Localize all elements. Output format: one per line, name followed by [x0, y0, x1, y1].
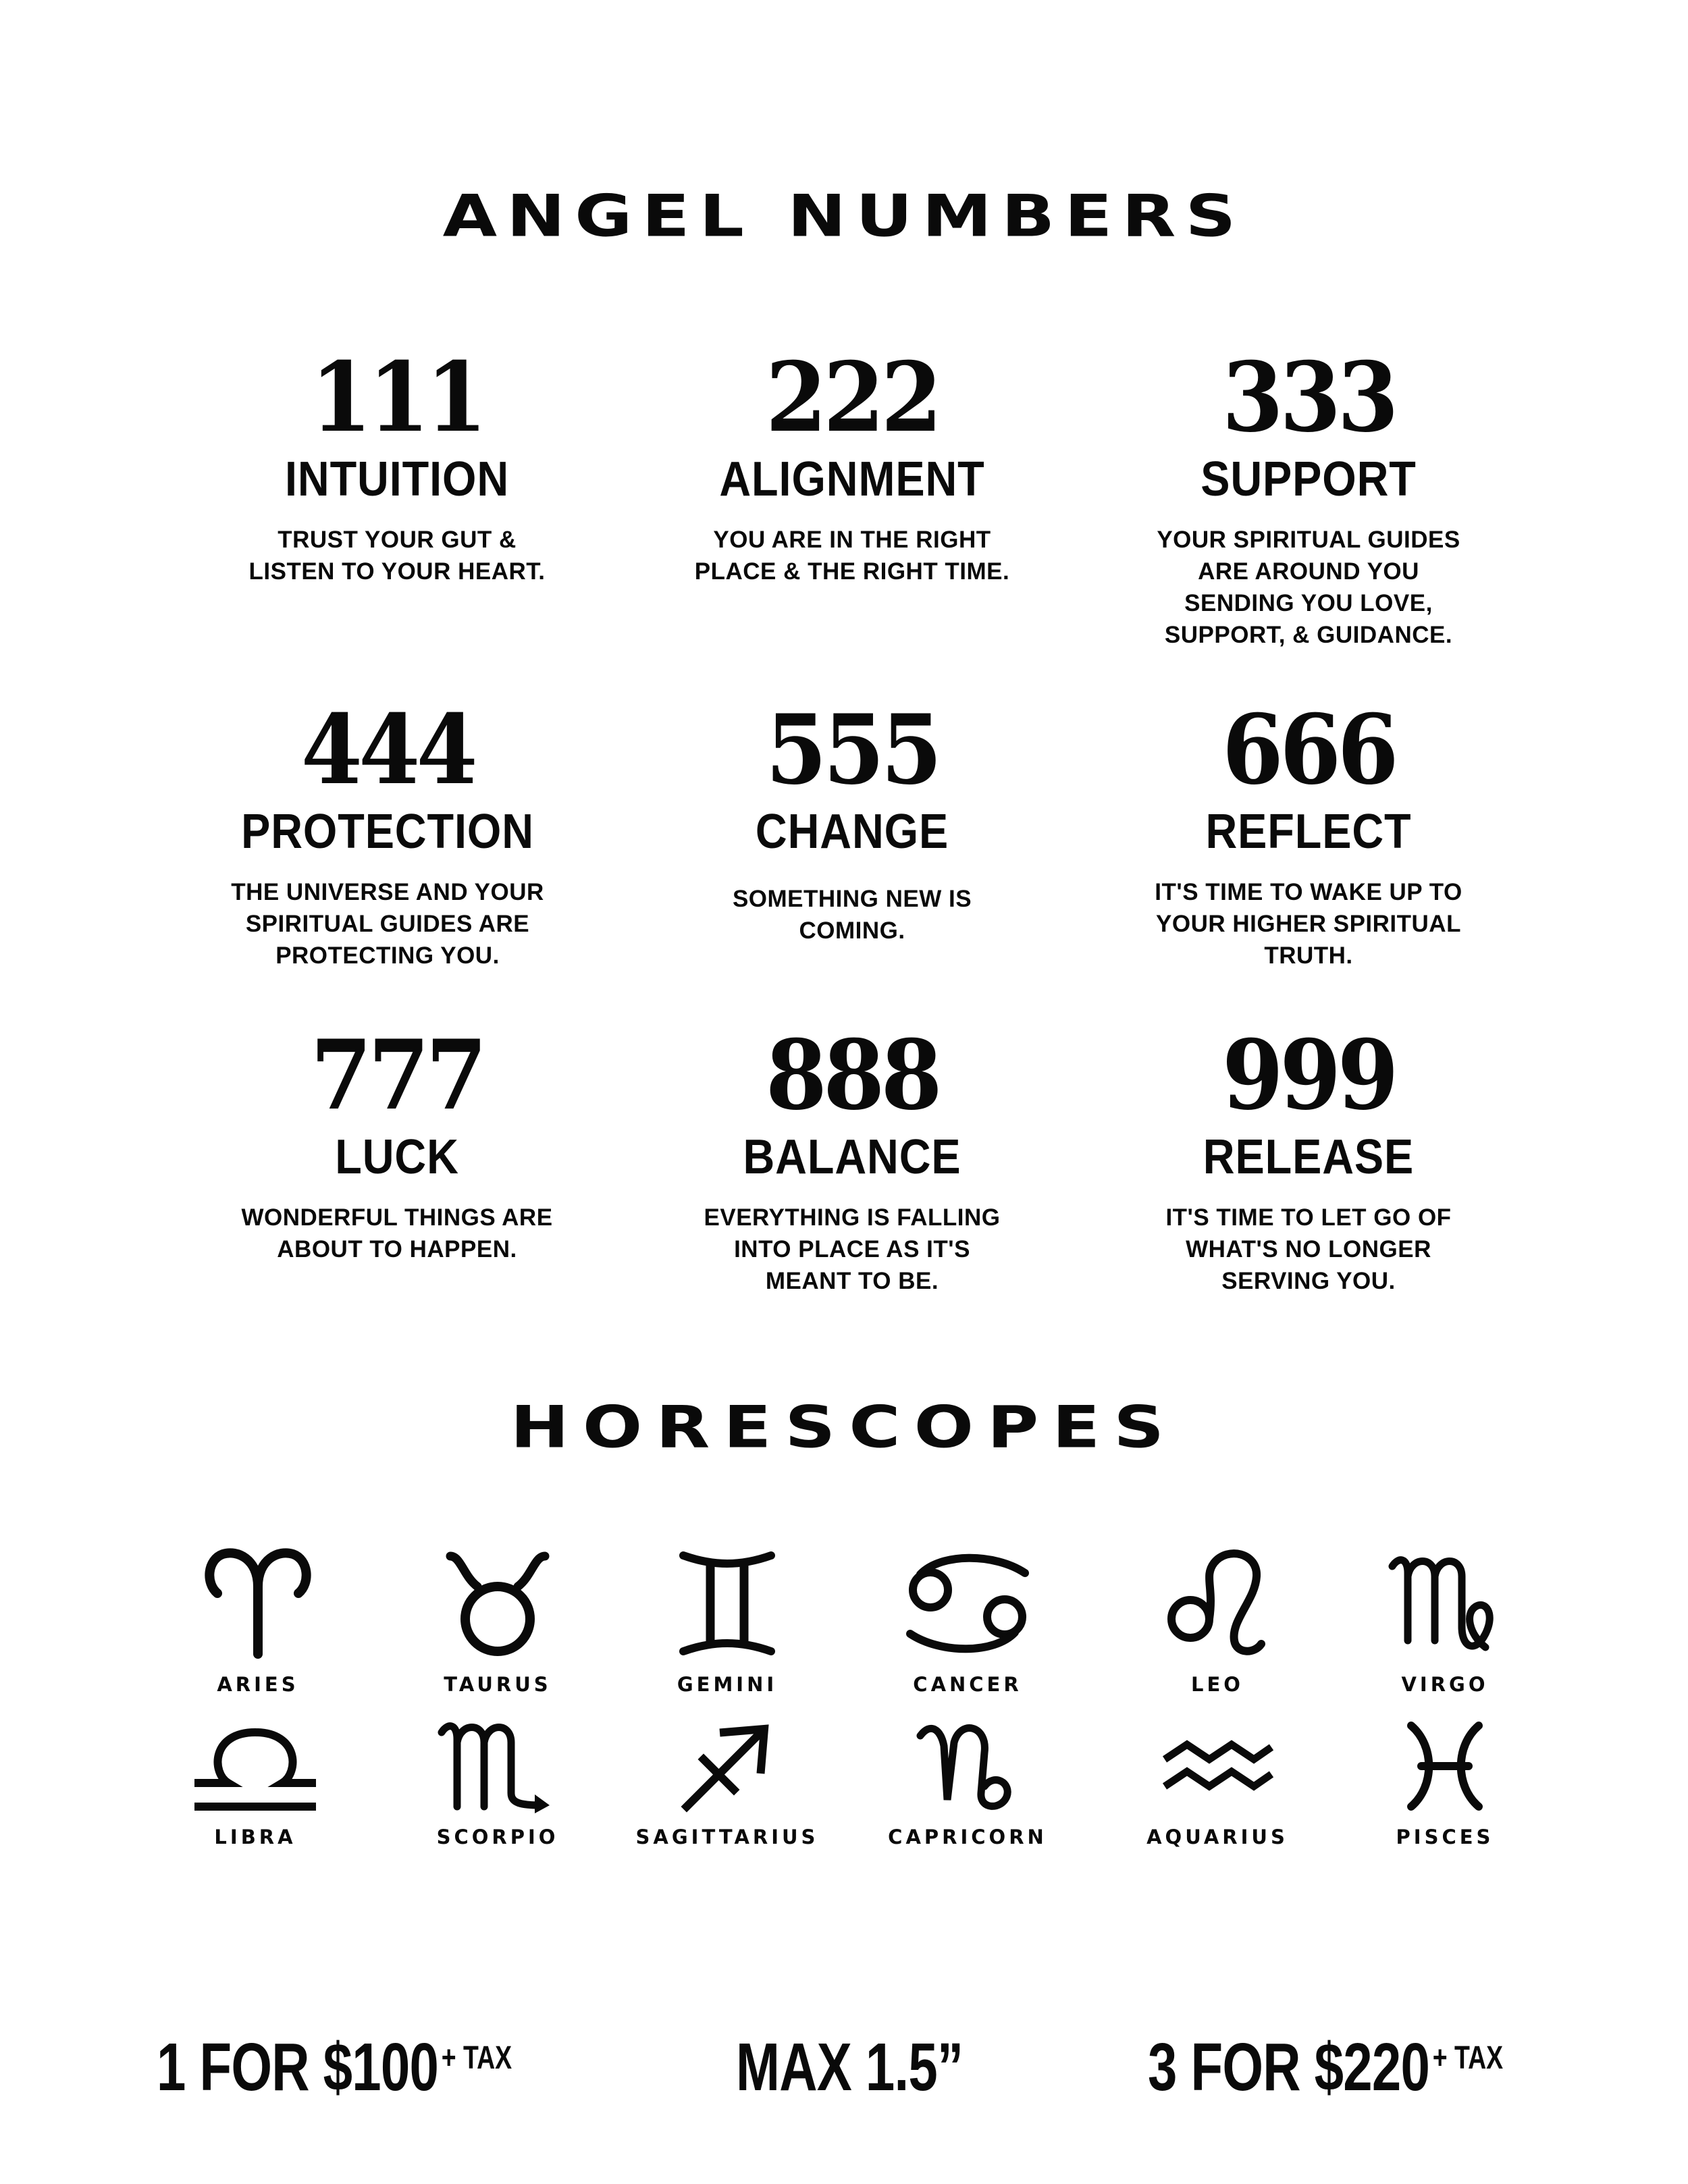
- angel-number-card: [1079, 694, 1538, 971]
- zodiac-name: AQUARIUS: [1146, 1826, 1288, 1848]
- zodiac-sign: [396, 1546, 599, 1696]
- aquarius-icon: [1157, 1719, 1278, 1813]
- angel-number-meaning: CHANGE: [755, 805, 949, 859]
- angel-number-value: 666: [1221, 694, 1396, 806]
- angel-number-value: 111: [310, 342, 484, 454]
- zodiac-name: VIRGO: [1401, 1673, 1489, 1696]
- angel-number-description: YOU ARE IN THE RIGHT PLACE & THE RIGHT TIME.: [694, 527, 1010, 585]
- cancer-icon: [900, 1546, 1035, 1661]
- leo-icon: [1157, 1546, 1278, 1661]
- taurus-icon: [437, 1546, 558, 1661]
- zodiac-name: SAGITTARIUS: [635, 1826, 819, 1848]
- price-single-tax: + TAX: [441, 2040, 512, 2076]
- zodiac-sign: [396, 1719, 599, 1848]
- zodiac-sign: [1344, 1546, 1546, 1696]
- angel-number-meaning: PROTECTION: [241, 805, 534, 859]
- angel-number-meaning: INTUITION: [284, 452, 510, 506]
- zodiac-name: TAURUS: [444, 1673, 552, 1696]
- zodiac-name: PISCES: [1396, 1826, 1494, 1848]
- zodiac-name: CANCER: [913, 1673, 1022, 1696]
- angel-number-value: 777: [310, 1019, 484, 1131]
- sagittarius-icon: [666, 1719, 788, 1813]
- angel-number-card: [167, 1019, 627, 1265]
- angel-number-meaning: RELEASE: [1203, 1130, 1415, 1184]
- zodiac-name: LEO: [1191, 1673, 1244, 1696]
- zodiac-sign: [1116, 1546, 1319, 1696]
- pisces-icon: [1384, 1719, 1506, 1813]
- angel-number-card: [158, 694, 617, 971]
- zodiac-sign: [866, 1546, 1069, 1696]
- angel-number-card: [623, 1019, 1082, 1297]
- angel-number-description: IT'S TIME TO WAKE UP TO YOUR HIGHER SPIRITUAL TRUTH.: [1155, 879, 1462, 969]
- zodiac-name: LIBRA: [214, 1826, 296, 1848]
- angel-number-meaning: BALANCE: [743, 1130, 961, 1184]
- angel-number-card: [623, 342, 1082, 587]
- angel-number-meaning: LUCK: [335, 1130, 459, 1184]
- angel-number-meaning: REFLECT: [1205, 805, 1412, 859]
- scorpio-icon: [433, 1719, 562, 1813]
- price-single-label: 1 FOR $100: [157, 2029, 439, 2105]
- angel-number-description: YOUR SPIRITUAL GUIDES ARE AROUND YOU SENDING YOU LOVE, SUPPORT, & GUIDANCE.: [1157, 527, 1460, 648]
- angel-number-card: [623, 694, 1082, 947]
- zodiac-sign: [626, 1546, 828, 1696]
- angel-number-description: IT'S TIME TO LET GO OF WHAT'S NO LONGER SERVING YOU.: [1165, 1204, 1452, 1294]
- angel-number-value: 888: [765, 1019, 939, 1131]
- angel-number-value: 222: [765, 342, 939, 454]
- capricorn-icon: [907, 1719, 1028, 1813]
- horoscopes-title: HORESCOPES: [510, 1393, 1178, 1462]
- angel-numbers-title: ANGEL NUMBERS: [442, 182, 1246, 250]
- angel-number-meaning: ALIGNMENT: [719, 452, 985, 506]
- zodiac-name: SCORPIO: [436, 1826, 559, 1848]
- angel-number-description: SOMETHING NEW IS COMING.: [732, 886, 972, 944]
- angel-number-card: [167, 342, 627, 587]
- angel-number-value: 999: [1221, 1019, 1396, 1131]
- zodiac-sign: [157, 1546, 359, 1696]
- price-triple-tax: + TAX: [1432, 2040, 1504, 2076]
- angel-number-card: [1079, 1019, 1538, 1297]
- angel-number-description: THE UNIVERSE AND YOUR SPIRITUAL GUIDES ARE PROTECTING YOU.: [231, 879, 544, 969]
- zodiac-sign: [1116, 1719, 1319, 1848]
- zodiac-sign: [1344, 1719, 1546, 1848]
- angel-number-value: 333: [1221, 342, 1396, 454]
- price-triple-label: 3 FOR $220: [1148, 2029, 1430, 2105]
- angel-number-description: WONDERFUL THINGS ARE ABOUT TO HAPPEN.: [241, 1204, 553, 1262]
- angel-number-value: 444: [300, 694, 475, 806]
- virgo-icon: [1384, 1546, 1506, 1661]
- zodiac-sign: [154, 1719, 357, 1848]
- libra-icon: [188, 1719, 323, 1813]
- price-triple: [1148, 2029, 1504, 2105]
- angel-number-meaning: SUPPORT: [1201, 452, 1417, 506]
- price-single: [157, 2029, 512, 2105]
- zodiac-name: ARIES: [217, 1673, 299, 1696]
- angel-number-card: [1079, 342, 1538, 651]
- aries-icon: [197, 1546, 319, 1661]
- angel-number-value: 555: [765, 694, 939, 806]
- zodiac-name: CAPRICORN: [888, 1826, 1047, 1848]
- zodiac-sign: [626, 1719, 828, 1848]
- max-size-label: MAX 1.5”: [736, 2029, 964, 2105]
- gemini-icon: [666, 1546, 788, 1661]
- angel-number-description: TRUST YOUR GUT & LISTEN TO YOUR HEART.: [248, 527, 546, 585]
- max-size: [736, 2029, 964, 2105]
- zodiac-sign: [866, 1719, 1069, 1848]
- angel-number-description: EVERYTHING IS FALLING INTO PLACE AS IT'S MEANT TO BE.: [704, 1204, 1001, 1294]
- zodiac-name: GEMINI: [677, 1673, 778, 1696]
